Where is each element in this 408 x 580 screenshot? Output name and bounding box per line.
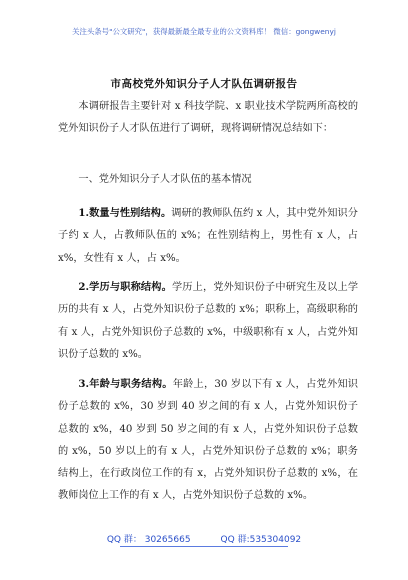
item-1-block xyxy=(58,202,358,270)
footer-divider xyxy=(120,546,288,547)
header-banner: 关注头条号"公文研究"，获得最新最全最专业的公文资料库！ 微信：gongwenyj xyxy=(72,27,336,36)
item-2-lead: 2.学历与职称结构。 xyxy=(78,281,172,293)
item-3-lead: 3.年龄与职务结构。 xyxy=(78,378,173,390)
intro-block xyxy=(58,96,358,141)
item-2-block xyxy=(58,276,358,366)
section-heading: 一、党外知识分子人才队伍的基本情况 xyxy=(78,174,252,185)
item-2-text: 学历上，党外知识份子中研究生及以上学历的共有 x 人，占党外知识份子总数的 x%；职称上，高级职称的有 x 人，占党外知识份子总数的 x%，中级职称有 x 人，占党外知识份子总数的 x%。 xyxy=(58,282,359,360)
item-3-block xyxy=(58,373,358,508)
footer-qq-right: QQ 群:535304092 xyxy=(220,535,302,545)
item-2-paragraph xyxy=(58,276,358,366)
document-title: 市高校党外知识分子人才队伍调研报告 xyxy=(110,78,298,90)
item-3-paragraph xyxy=(58,373,358,508)
item-1-text: 调研的教师队伍约 x 人，其中党外知识分子约 x 人，占教师队伍的 x%；在性别结构上，男性有 x 人，占 x%，女性有 x 人，占 x%。 xyxy=(58,208,358,264)
item-1-lead: 1.数量与性别结构。 xyxy=(78,207,172,219)
intro-paragraph: 本调研报告主要针对 x 科技学院、x 职业技术学院两所高校的党外知识份子人才队伍进行了调研，现将调研情况总结如下： xyxy=(58,101,358,135)
item-3-text: 年龄上，30 岁以下有 x 人，占党外知识份子总数的 x%，30 岁到 40 岁之间的有 x 人，占党外知识份子总数的 x%，40 岁到 50 岁之间的有 x 人，占党外知识份子总数的 x%，50 岁以上的有 x 人，占党外知识份子总数的 x%；职务结构上，在行政岗位工作的有 x，占党外知识份子总数的 x%，在教师岗位上工作的有 x 人，占党外知识份子总数的 x%。 xyxy=(58,379,358,502)
footer-qq-left: QQ 群： 30265665 xyxy=(106,535,191,545)
item-1-paragraph xyxy=(58,202,358,270)
footer-contacts xyxy=(0,532,408,545)
